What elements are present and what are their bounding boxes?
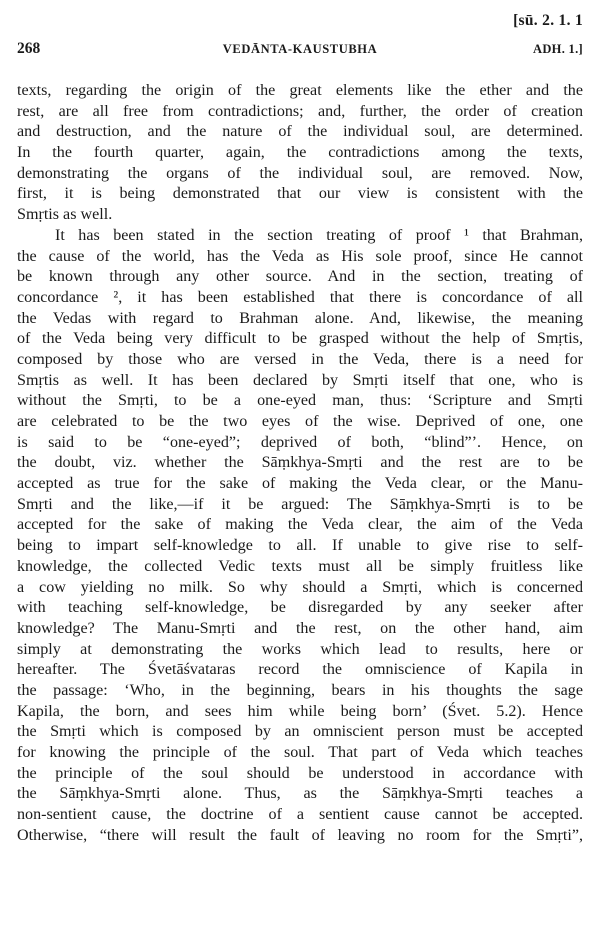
adhikarana-reference: ADH. 1.] — [533, 42, 583, 56]
text-line: composed by those who are versed in the Veda, there is a need for — [17, 350, 583, 368]
text-line: non-sentient cause, the doctrine of a sentient cause cannot be accepted. — [17, 806, 583, 824]
text-line: first, it is being demonstrated that our view is consistent with the — [17, 185, 583, 203]
text-line: the cause of the world, has the Veda as His sole proof, since He cannot — [17, 247, 583, 265]
text-line: accepted for the sake of making the Veda clear, the aim of the Veda — [17, 516, 583, 534]
text-line: Smṛtis as well. — [17, 206, 113, 224]
text-line: for knowing the principle of the soul. That part of Veda which teaches — [17, 744, 583, 761]
text-line: be known through any other source. And in the section, treating of — [17, 268, 583, 286]
text-line: rest, are all free from contradictions; and, further, the order of creation — [17, 102, 583, 120]
text-line: the Smṛti which is composed by an omniscient person must be accepted — [17, 723, 583, 741]
text-line: without the Smṛti, to be a one-eyed man, thus: ‘Scripture and Smṛti — [17, 392, 583, 410]
running-title: VEDĀNTA-KAUSTUBHA — [222, 42, 378, 56]
paragraph — [17, 81, 583, 226]
text-line: accepted as true for the sake of making the Veda clear, or the Manu- — [17, 475, 583, 493]
text-line: the Vedas with regard to Brahman alone. And, likewise, the meaning — [17, 309, 583, 327]
text-line: the principle of the soul should be understood in accordance with — [17, 764, 583, 782]
running-header — [17, 40, 583, 60]
text-line: simply at demonstrating the works which lead to results, here or — [17, 640, 583, 658]
text-line: is said to be “one-eyed”; deprived of both, “blind”’. Hence, on — [17, 433, 583, 451]
text-line: knowledge? The Manu-Smṛti and the rest, on the other hand, aim — [17, 619, 583, 637]
text-line: Smṛtis as well. It has been declared by Smṛti itself that one, who is — [17, 371, 583, 389]
text-line: a cow yielding no milk. So why should a Smṛti, which is concerned — [17, 578, 583, 596]
text-line: In the fourth quarter, again, the contradictions among the texts, — [17, 144, 583, 162]
text-line: the doubt, viz. whether the Sāṃkhya-Smṛti and the rest are to be — [17, 454, 583, 472]
text-line: of the Veda being very difficult to be grasped without the help of Smṛtis, — [17, 330, 583, 348]
text-line: Smṛti and the like,—if it be argued: The Sāṃkhya-Smṛti is to be — [17, 495, 583, 513]
text-line: the passage: ‘Who, in the beginning, bears in his thoughts the sage — [17, 681, 583, 699]
text-line: Otherwise, “there will result the fault of leaving no room for the Smṛti”, — [17, 826, 583, 844]
text-line: are celebrated to be the two eyes of the wise. Deprived of one, one — [17, 413, 583, 430]
text-line: the Sāṃkhya-Smṛti alone. Thus, as the Sāṃkhya-Smṛti teaches a — [17, 785, 583, 803]
text-line: with teaching self-knowledge, be disregarded by any seeker after — [17, 599, 583, 617]
text-line: Kapila, the born, and sees him while being born’ (Śvet. 5.2). Hence — [17, 702, 583, 720]
text-line: being to impart self-knowledge to all. If unable to give rise to self- — [17, 537, 583, 555]
sutra-reference: [sū. 2. 1. 1 — [513, 12, 583, 29]
text-line: knowledge, the collected Vedic texts must all be simply fruitless like — [17, 557, 583, 575]
text-line: and destruction, and the nature of the individual soul, are determined. — [17, 123, 583, 141]
text-line: demonstrating the organs of the individual soul, are removed. Now, — [17, 164, 583, 182]
text-line: It has been stated in the section treating of proof ¹ that Brahman, — [55, 226, 583, 244]
page-number: 268 — [17, 40, 41, 57]
text-line: texts, regarding the origin of the great elements like the ether and the — [17, 82, 583, 99]
text-line: concordance ², it has been established that there is concordance of all — [17, 288, 583, 306]
paragraph — [17, 226, 583, 847]
text-line: hereafter. The Śvetāśvataras record the omniscience of Kapila in — [17, 661, 583, 679]
body-text — [17, 81, 583, 846]
